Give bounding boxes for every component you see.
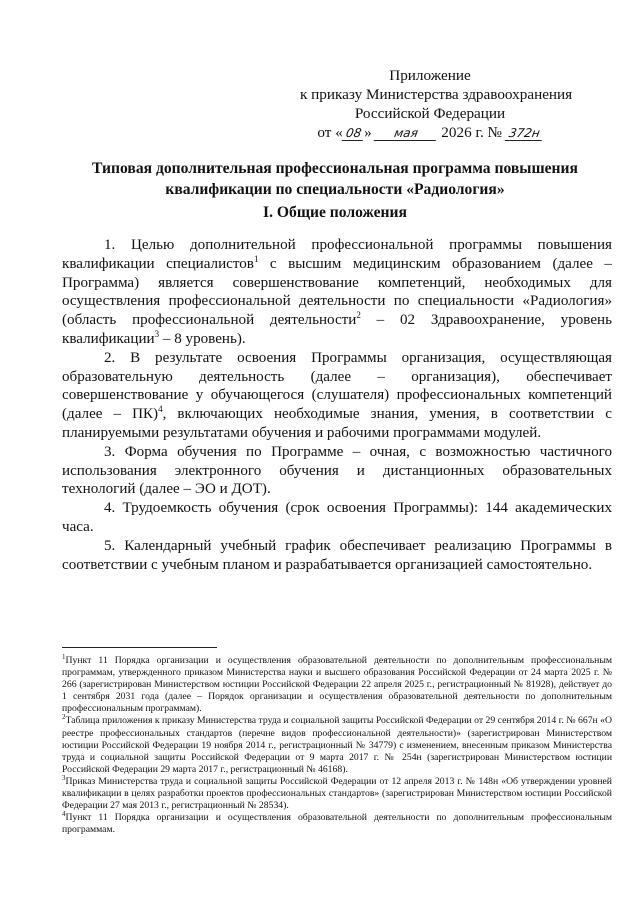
footnote-mark-3: 3 <box>62 773 66 782</box>
p2-text-a: 2. В результате освоения Программы организация, осуществляющая образовательную деятельность (далее – организация), обеспечивает совершенствование у обучающегося (слушателя) профессиональных компетенций (далее – ПК) <box>62 349 612 423</box>
footnote-3 <box>62 773 612 812</box>
footnote-ref-4: 4 <box>158 404 163 415</box>
date-mid: » <box>364 124 372 141</box>
paragraph-3: 3. Форма обучения по Программе – очная, с возможностью частичного использования электронного обучения и дистанционных образовательных технологий (далее – ЭО и ДОТ). <box>62 443 612 498</box>
footnote-2-text: Таблица приложения к приказу Министерства труда и социальной защиты Российской Федерации от 29 сентября 2014 г. № 667н «О реестре профессиональных стандартов (перечне видов профессиональной деятельности)» (зарегистрирован Министерством юстиции Российской Федерации 19 ноября 2014 г., регистрационный № 34779) с изменением, внесенным приказом Министерства труда и социальной защиты Российской Федерации от 9 марта 2017 г. № 254н (зарегистрирован Министерством юстиции Российской Федерации 29 марта 2017 г., регистрационный № 46168). <box>62 715 612 775</box>
p1-text-d: – 8 уровень). <box>159 330 246 347</box>
date-prefix: от « <box>317 124 343 141</box>
appendix-block <box>300 66 573 142</box>
footnote-2 <box>62 715 612 775</box>
handwritten-month: мая <box>374 126 439 141</box>
section-heading: I. Общие положения <box>263 204 407 221</box>
footnote-divider <box>62 647 217 648</box>
paragraph-1 <box>62 236 612 349</box>
footnote-4 <box>62 809 612 836</box>
footnote-1-text: Пункт 11 Порядка организации и осуществления образовательной деятельности по дополнительным профессиональным программам, утвержденного приказом Министерства науки и высшего образования Российской Федерации от 24 марта 2025 г. № 266 (зарегистрирован Министерством юстиции Российской Федерации 22 апреля 2025 г., регистрационный № 81928), действует до 1 сентября 2031 года (далее – Порядок организации и осуществления образовательной деятельности по дополнительным профессиональным программам). <box>62 655 612 715</box>
footnote-1 <box>62 652 612 715</box>
paragraph-5: 5. Календарный учебный график обеспечивает реализацию Программы в соответствии с учебным планом и разрабатывается организацией самостоятельно. <box>62 537 612 573</box>
footnotes <box>62 652 612 836</box>
p1-text-b: с высшим медицинским образованием (далее – Программа) является совершенствование компетенций, необходимых для осуществления профессиональной деятельности по специальности «Радиология» (область профессиональной деятельности <box>62 255 612 329</box>
appendix-country: Российской Федерации <box>354 105 506 122</box>
appendix-label: Приложение <box>389 67 471 84</box>
footnote-mark-1: 1 <box>62 652 66 661</box>
footnote-mark-2: 2 <box>62 713 66 722</box>
p2-text-b: , включающих необходимые знания, умения, в соответствии с планируемыми результатами обучения и рабочими программами модулей. <box>62 406 612 441</box>
p1-text-c: – 02 Здравоохранение, уровень квалификации <box>62 312 612 347</box>
p1-text-a: 1. Целью дополнительной профессиональной программы повышения квалификации специалистов <box>62 237 612 272</box>
title-line-2: квалификации по специальности «Радиология» <box>165 181 505 198</box>
title-line-1: Типовая дополнительная профессиональная программа повышения <box>92 160 578 177</box>
footnote-mark-4: 4 <box>62 809 66 818</box>
date-year: 2026 г. № <box>441 124 503 141</box>
appendix-order-ref: к приказу Министерства здравоохранения <box>300 86 573 103</box>
paragraph-2 <box>62 349 612 443</box>
document-title <box>70 158 600 200</box>
appendix-date-line <box>300 123 560 142</box>
handwritten-day: 08 <box>341 126 365 141</box>
paragraph-4: 4. Трудоемкость обучения (срок освоения Программы): 144 академических часа. <box>62 500 612 535</box>
footnote-ref-1: 1 <box>253 253 259 264</box>
footnote-ref-2: 2 <box>356 310 361 321</box>
footnote-3-text: Приказ Министерства труда и социальной защиты Российской Федерации от 12 апреля 2013 г. № 148н «Об утверждении уровней квалификации в целях разработки проектов профессиональных стандартов» (зарегистрирован Министерством юстиции Российской Федерации 27 мая 2013 г., регистрационный № 28534). <box>62 775 612 812</box>
document-body <box>62 236 612 574</box>
handwritten-number: 372н <box>505 126 544 141</box>
footnote-ref-3: 3 <box>154 328 160 339</box>
footnote-4-text: Пункт 11 Порядка организации и осуществления образовательной деятельности по дополнительным профессиональным программам. <box>62 812 612 836</box>
